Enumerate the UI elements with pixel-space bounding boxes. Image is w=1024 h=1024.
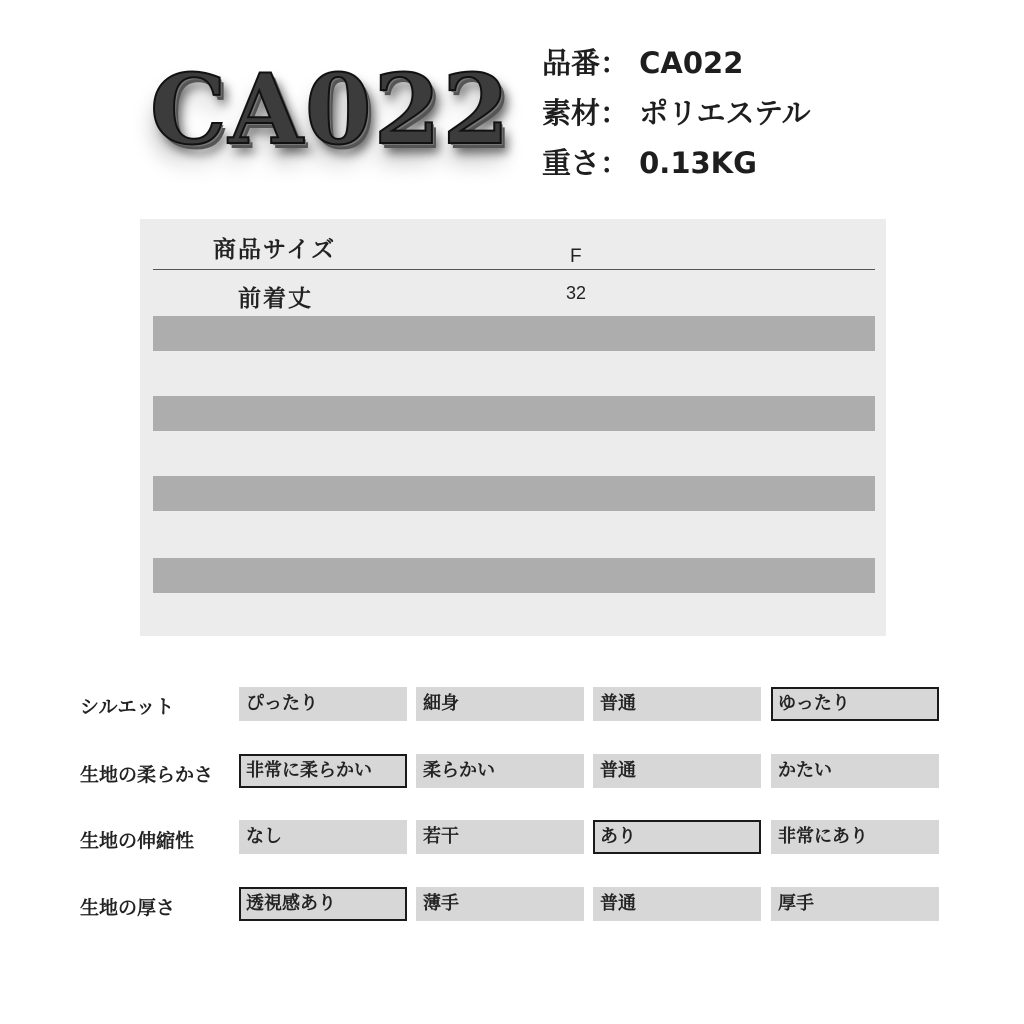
spec-value: 0.13KG — [639, 146, 757, 180]
attribute-label: 生地の厚さ — [80, 897, 176, 919]
option-chip: 柔らかい — [416, 754, 584, 788]
option-chip: 厚手 — [771, 887, 939, 921]
size-row-value: 32 — [566, 283, 587, 303]
size-table-empty-row — [153, 558, 875, 593]
size-row-label: 前着丈 — [238, 286, 313, 312]
option-chip: 普通 — [593, 887, 761, 921]
size-table-empty-row — [153, 316, 875, 351]
spec-value: ポリエステル — [639, 96, 811, 130]
option-chip: 非常にあり — [771, 820, 939, 854]
spec-label: 素材： — [542, 96, 630, 130]
spec-label: 重さ： — [542, 146, 630, 180]
spec-item-code — [542, 38, 811, 88]
size-table-empty-row — [153, 476, 875, 511]
attribute-label: 生地の柔らかさ — [80, 764, 214, 786]
option-chip: ぴったり — [239, 687, 407, 721]
size-table-header-size: F — [570, 246, 582, 267]
option-chip-selected: あり — [593, 820, 761, 854]
spec-item-material — [542, 88, 811, 138]
option-chip: 若干 — [416, 820, 584, 854]
attribute-label: シルエット — [80, 696, 175, 718]
option-chip: かたい — [771, 754, 939, 788]
option-chip-selected: 非常に柔らかい — [239, 754, 407, 788]
spec-value: CA022 — [639, 46, 744, 80]
spec-label: 品番： — [542, 46, 630, 80]
option-chip: なし — [239, 820, 407, 854]
size-table — [140, 219, 886, 636]
spec-list — [542, 38, 811, 188]
size-table-divider — [153, 269, 875, 270]
size-table-header-label: 商品サイズ — [213, 237, 337, 263]
attribute-label: 生地の伸縮性 — [80, 830, 195, 852]
product-logo: CA022 — [150, 53, 512, 166]
option-chip: 普通 — [593, 687, 761, 721]
size-table-empty-row — [153, 396, 875, 431]
option-chip: 普通 — [593, 754, 761, 788]
spec-item-weight — [542, 138, 811, 188]
option-chip-selected: 透視感あり — [239, 887, 407, 921]
option-chip: 薄手 — [416, 887, 584, 921]
option-chip: 細身 — [416, 687, 584, 721]
option-chip-selected: ゆったり — [771, 687, 939, 721]
